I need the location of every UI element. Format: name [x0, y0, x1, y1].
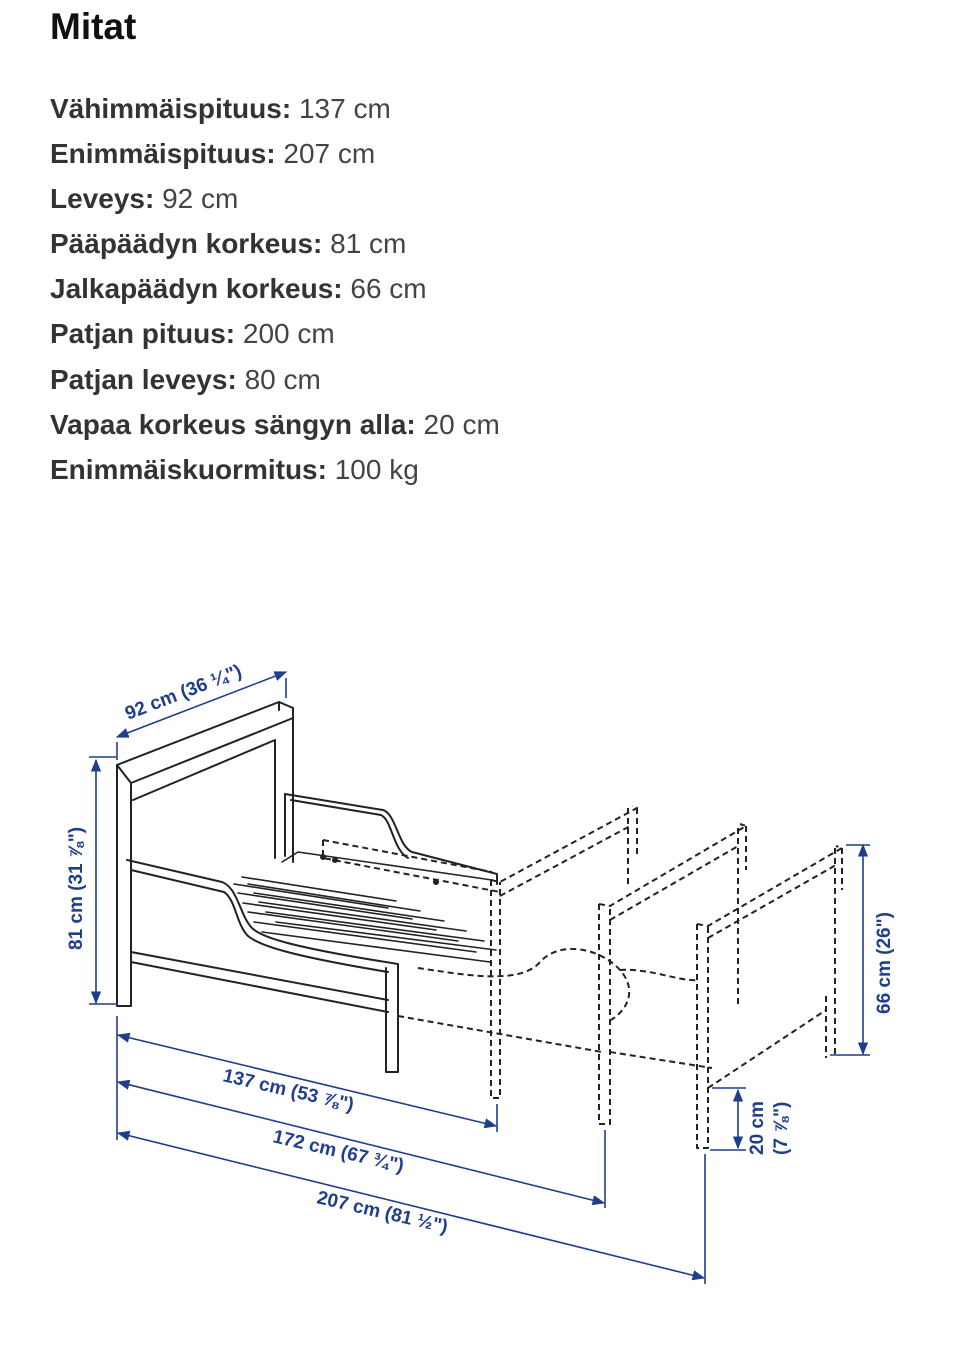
side-rail-far: [285, 794, 497, 884]
width-label: 92 cm (36 ¼"): [122, 660, 245, 725]
side-rail-near: [127, 860, 398, 1072]
bed-drawing: [117, 702, 497, 1072]
spec-value: 81 cm: [330, 228, 407, 260]
head-height-label: 81 cm (31 ⅞"): [66, 826, 87, 950]
length-min-dimension-line: [118, 1035, 496, 1126]
bed-dimension-diagram: [0, 600, 960, 1300]
spec-value: 137 cm: [298, 93, 391, 124]
spec-value: 207 cm: [283, 138, 376, 170]
spec-row-mattress-width: [50, 357, 500, 402]
clearance-inch-label: (7 ⅞"): [771, 1101, 792, 1155]
spec-value: 200 cm: [242, 318, 335, 350]
spec-label: Jalkapäädyn korkeus:: [50, 273, 343, 305]
footboard-position-1: [323, 806, 637, 1098]
headboard: [117, 702, 293, 1006]
extension-outlines: [323, 806, 842, 1148]
dimensions: [89, 672, 870, 1284]
spec-label: Leveys:: [50, 183, 155, 215]
spec-label: Enimmäiskuormitus:: [50, 453, 327, 485]
length-min-label: 137 cm (53 ⅞"): [220, 1065, 356, 1116]
spec-value: 20 cm: [423, 408, 500, 440]
spec-row-width: [50, 176, 500, 221]
clearance-label: 20 cm: [747, 1101, 768, 1155]
spec-row-mattress-length: [50, 311, 500, 356]
spec-row-max-load: [50, 447, 500, 492]
spec-value: 80 cm: [244, 363, 321, 395]
footboard-position-2: [398, 824, 746, 1124]
spec-list: [50, 86, 500, 492]
spec-value: 92 cm: [162, 183, 239, 215]
spec-row-footboard-height: [50, 266, 500, 311]
spec-row-max-length: [50, 131, 500, 176]
spec-label: Pääpäädyn korkeus:: [50, 228, 323, 260]
length-mid-dimension-line: [118, 1082, 604, 1203]
spec-row-under-bed-clearance: [50, 402, 500, 447]
length-max-label: 207 cm (81 ½"): [314, 1187, 450, 1238]
spec-label: Vapaa korkeus sängyn alla:: [50, 408, 416, 440]
page-title: Mitat: [50, 6, 137, 47]
spec-value: 66 cm: [350, 273, 427, 305]
length-mid-label: 172 cm (67 ¾"): [270, 1126, 406, 1177]
slats: [234, 852, 496, 962]
spec-label: Patjan pituus:: [50, 318, 236, 350]
spec-row-headboard-height: [50, 221, 500, 266]
footboard-position-3: [610, 846, 842, 1148]
spec-label: Enimmäispituus:: [50, 138, 276, 170]
spec-label: Vähimmäispituus:: [50, 93, 292, 124]
foot-height-label: 66 cm (26"): [874, 912, 895, 1014]
spec-row-min-length: [50, 86, 500, 131]
spec-label: Patjan leveys:: [50, 363, 237, 395]
spec-value: 100 kg: [334, 453, 419, 485]
